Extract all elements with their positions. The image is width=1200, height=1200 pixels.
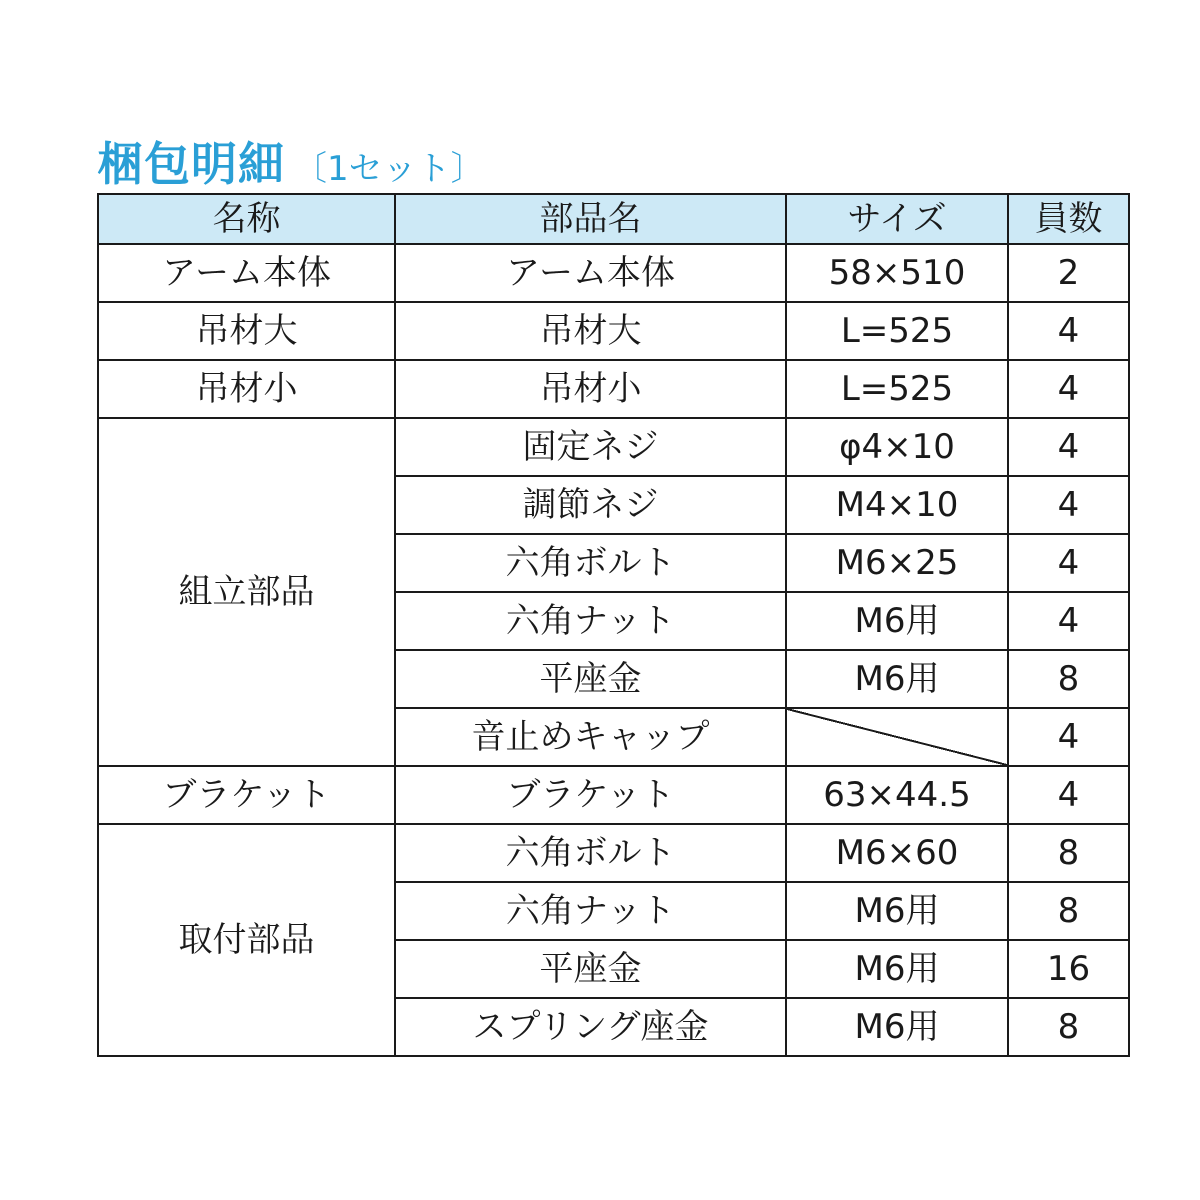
part-name-cell: 吊材大 (395, 302, 786, 360)
size-cell: 58×510 (786, 244, 1008, 302)
size-cell: M6用 (786, 882, 1008, 940)
quantity-cell: 4 (1008, 418, 1129, 476)
quantity-cell: 4 (1008, 476, 1129, 534)
quantity-cell: 4 (1008, 592, 1129, 650)
size-cell: L=525 (786, 360, 1008, 418)
part-name-cell: 六角ナット (395, 592, 786, 650)
group-name-cell: 取付部品 (98, 824, 395, 1056)
part-name-cell: スプリング座金 (395, 998, 786, 1056)
part-name-cell: 調節ネジ (395, 476, 786, 534)
table-row (98, 244, 1129, 302)
header-name: 名称 (98, 194, 395, 244)
part-name-cell: 吊材小 (395, 360, 786, 418)
size-cell: M4×10 (786, 476, 1008, 534)
part-name-cell: 六角ナット (395, 882, 786, 940)
part-name-cell: ブラケット (395, 766, 786, 824)
quantity-cell: 4 (1008, 534, 1129, 592)
table-row (98, 766, 1129, 824)
size-cell: M6用 (786, 650, 1008, 708)
group-name-cell: 吊材小 (98, 360, 395, 418)
title-main: 梱包明細 (97, 137, 285, 191)
quantity-cell: 8 (1008, 882, 1129, 940)
size-cell: M6×25 (786, 534, 1008, 592)
group-name-cell: アーム本体 (98, 244, 395, 302)
size-cell: M6用 (786, 592, 1008, 650)
quantity-cell: 8 (1008, 824, 1129, 882)
title-set-count: 〔1セット〕 (293, 149, 485, 189)
table-row (98, 302, 1129, 360)
quantity-cell: 8 (1008, 650, 1129, 708)
group-name-cell: 組立部品 (98, 418, 395, 766)
table-row (98, 360, 1129, 418)
quantity-cell: 4 (1008, 766, 1129, 824)
header-part-name: 部品名 (395, 194, 786, 244)
quantity-cell: 4 (1008, 360, 1129, 418)
size-cell: φ4×10 (786, 418, 1008, 476)
size-cell: M6×60 (786, 824, 1008, 882)
part-name-cell: 平座金 (395, 940, 786, 998)
quantity-cell: 16 (1008, 940, 1129, 998)
size-cell: M6用 (786, 998, 1008, 1056)
table-header-row (98, 194, 1129, 244)
size-cell: M6用 (786, 940, 1008, 998)
size-cell: 63×44.5 (786, 766, 1008, 824)
quantity-cell: 4 (1008, 708, 1129, 766)
part-name-cell: 六角ボルト (395, 534, 786, 592)
packing-list-table (97, 193, 1130, 1057)
quantity-cell: 8 (1008, 998, 1129, 1056)
table-row (98, 418, 1129, 476)
part-name-cell: 音止めキャップ (395, 708, 786, 766)
page-title (97, 128, 485, 191)
quantity-cell: 2 (1008, 244, 1129, 302)
group-name-cell: ブラケット (98, 766, 395, 824)
size-cell: L=525 (786, 302, 1008, 360)
part-name-cell: アーム本体 (395, 244, 786, 302)
table-row (98, 824, 1129, 882)
header-size: サイズ (786, 194, 1008, 244)
part-name-cell: 六角ボルト (395, 824, 786, 882)
quantity-cell: 4 (1008, 302, 1129, 360)
header-quantity: 員数 (1008, 194, 1129, 244)
group-name-cell: 吊材大 (98, 302, 395, 360)
part-name-cell: 固定ネジ (395, 418, 786, 476)
part-name-cell: 平座金 (395, 650, 786, 708)
size-cell-not-applicable (786, 708, 1008, 766)
